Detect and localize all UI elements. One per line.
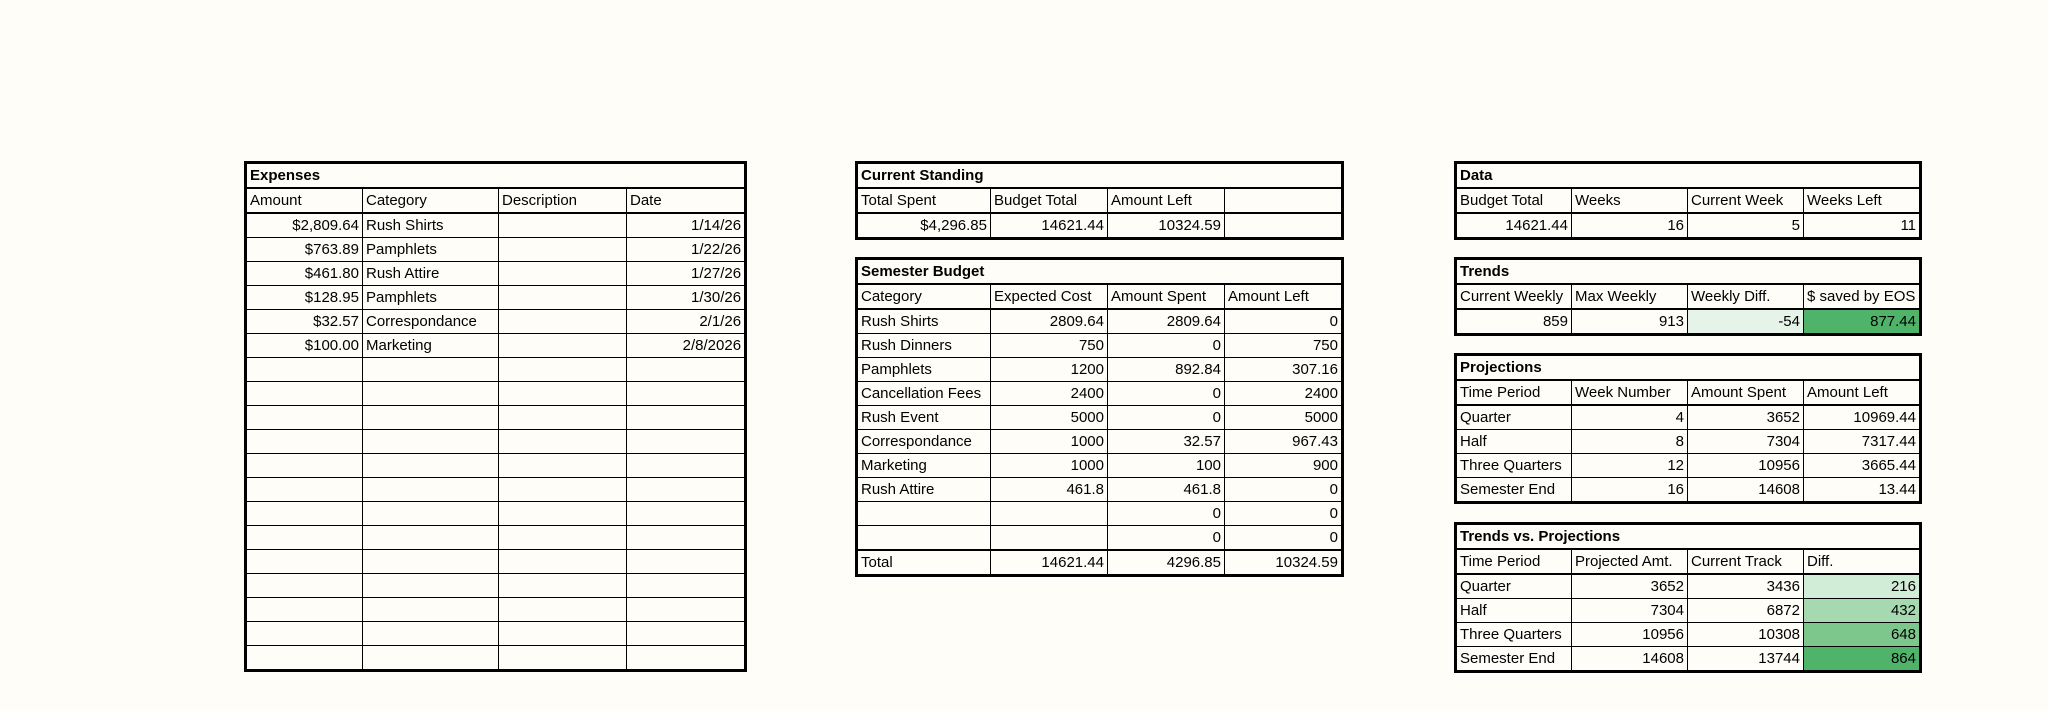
amount-left[interactable]: 0 [1225,502,1343,526]
total-amount-left[interactable]: 10324.59 [1225,550,1343,576]
empty-cell[interactable] [499,478,627,502]
empty-cell[interactable] [627,454,746,478]
empty-cell[interactable] [363,574,499,598]
header-max-weekly[interactable]: Max Weekly [1572,284,1688,309]
budget-category[interactable]: Rush Attire [857,478,991,502]
expense-amount[interactable]: $128.95 [246,286,363,310]
expense-amount[interactable]: $100.00 [246,334,363,358]
empty-row [246,382,746,406]
amount-left[interactable]: 5000 [1225,406,1343,430]
current-standing-title[interactable]: Current Standing [857,163,1343,189]
empty-cell[interactable] [246,550,363,574]
empty-cell[interactable] [1225,213,1343,239]
empty-cell[interactable] [363,622,499,646]
budget-total-value[interactable]: 14621.44 [1456,213,1572,239]
empty-cell[interactable] [246,478,363,502]
empty-cell[interactable] [499,406,627,430]
total-expected-cost[interactable]: 14621.44 [991,550,1108,576]
expense-date[interactable]: 1/27/26 [627,262,746,286]
time-period[interactable]: Quarter [1456,405,1572,430]
table-row [246,310,746,334]
empty-cell[interactable] [627,502,746,526]
header-saved-by-eos[interactable]: $ saved by EOS [1804,284,1921,309]
empty-row [246,430,746,454]
header-amount-spent[interactable]: Amount Spent [1688,380,1804,405]
expected-cost[interactable]: 2400 [991,382,1108,406]
empty-cell[interactable] [627,574,746,598]
expense-date[interactable]: 2/8/2026 [627,334,746,358]
expense-date[interactable]: 2/1/26 [627,310,746,334]
header-time-period[interactable]: Time Period [1456,549,1572,574]
header-time-period[interactable]: Time Period [1456,380,1572,405]
week-number[interactable]: 12 [1572,454,1688,478]
expense-category[interactable]: Marketing [363,334,499,358]
data-table [1454,161,1922,240]
empty-cell[interactable] [246,406,363,430]
table-row [1456,213,1921,239]
empty-cell[interactable] [627,646,746,671]
budget-category[interactable]: Rush Dinners [857,334,991,358]
table-row [857,454,1343,478]
expense-description[interactable] [499,334,627,358]
header-expected-cost[interactable]: Expected Cost [991,284,1108,309]
table-row [857,213,1343,239]
expected-cost[interactable] [991,526,1108,551]
table-row [246,238,746,262]
empty-cell[interactable] [246,598,363,622]
amount-spent[interactable]: 0 [1108,334,1225,358]
week-number[interactable]: 8 [1572,430,1688,454]
trends-title[interactable]: Trends [1456,259,1921,285]
amount-spent[interactable]: 0 [1108,526,1225,551]
time-period[interactable]: Quarter [1456,574,1572,599]
empty-cell[interactable] [627,526,746,550]
header-current-weekly[interactable]: Current Weekly [1456,284,1572,309]
projected-amt[interactable]: 10956 [1572,623,1688,647]
empty-cell[interactable] [246,430,363,454]
table-row [857,430,1343,454]
amount-spent[interactable]: 2809.64 [1108,309,1225,334]
empty-cell[interactable] [499,574,627,598]
empty-cell[interactable] [246,382,363,406]
expense-date[interactable]: 1/30/26 [627,286,746,310]
expected-cost[interactable]: 750 [991,334,1108,358]
budget-category[interactable]: Rush Event [857,406,991,430]
empty-row [246,646,746,671]
header-budget-total[interactable]: Budget Total [991,188,1108,213]
total-row [857,550,1343,576]
time-period[interactable]: Semester End [1456,478,1572,503]
table-row [1456,309,1921,335]
expected-cost[interactable]: 1000 [991,454,1108,478]
table-row [1456,599,1921,623]
empty-cell[interactable] [363,382,499,406]
table-row [1456,574,1921,599]
diff-value[interactable]: 864 [1804,647,1921,672]
semester-budget-title[interactable]: Semester Budget [857,259,1343,285]
total-amount-spent[interactable]: 4296.85 [1108,550,1225,576]
expense-description[interactable] [499,213,627,238]
expense-date[interactable]: 1/14/26 [627,213,746,238]
expenses-header-description[interactable]: Description [499,188,627,213]
weeks-value[interactable]: 16 [1572,213,1688,239]
diff-value[interactable]: 432 [1804,599,1921,623]
empty-row [246,574,746,598]
current-track[interactable]: 6872 [1688,599,1804,623]
amount-left[interactable]: 0 [1225,309,1343,334]
amount-left[interactable]: 2400 [1225,382,1343,406]
empty-cell[interactable] [363,598,499,622]
current-track[interactable]: 3436 [1688,574,1804,599]
table-row [857,334,1343,358]
header-current-week[interactable]: Current Week [1688,188,1804,213]
empty-cell[interactable] [627,550,746,574]
empty-cell[interactable] [363,646,499,671]
expected-cost[interactable]: 5000 [991,406,1108,430]
trends-vs-projections-title[interactable]: Trends vs. Projections [1456,524,1921,550]
budget-category[interactable]: Correspondance [857,430,991,454]
projections-title[interactable]: Projections [1456,355,1921,381]
amount-spent[interactable]: 100 [1108,454,1225,478]
expense-description[interactable] [499,286,627,310]
trends-table [1454,257,1922,336]
projected-amt[interactable]: 7304 [1572,599,1688,623]
empty-row [246,622,746,646]
header-current-track[interactable]: Current Track [1688,549,1804,574]
empty-cell[interactable] [246,526,363,550]
current-standing-table [855,161,1344,240]
expense-category[interactable]: Rush Attire [363,262,499,286]
expected-cost[interactable]: 461.8 [991,478,1108,502]
empty-cell[interactable] [499,430,627,454]
empty-cell[interactable] [363,406,499,430]
amount-spent[interactable]: 10956 [1688,454,1804,478]
empty-cell[interactable] [363,550,499,574]
budget-category[interactable] [857,526,991,551]
current-weekly-value[interactable]: 859 [1456,309,1572,335]
empty-cell[interactable] [627,382,746,406]
empty-cell[interactable] [363,358,499,382]
amount-spent[interactable]: 0 [1108,382,1225,406]
expense-category[interactable]: Pamphlets [363,286,499,310]
expected-cost[interactable] [991,502,1108,526]
header-amount-left[interactable]: Amount Left [1804,380,1921,405]
expense-description[interactable] [499,262,627,286]
time-period[interactable]: Three Quarters [1456,623,1572,647]
table-row [857,502,1343,526]
empty-cell[interactable] [363,526,499,550]
time-period[interactable]: Semester End [1456,647,1572,672]
empty-cell[interactable] [246,454,363,478]
amount-left[interactable]: 13.44 [1804,478,1921,503]
empty-row [246,358,746,382]
header-empty[interactable] [1225,188,1343,213]
header-amount-spent[interactable]: Amount Spent [1108,284,1225,309]
table-row [857,358,1343,382]
amount-spent[interactable]: 892.84 [1108,358,1225,382]
amount-spent[interactable]: 14608 [1688,478,1804,503]
diff-value[interactable]: 216 [1804,574,1921,599]
amount-left[interactable]: 0 [1225,526,1343,551]
table-row [246,262,746,286]
empty-cell[interactable] [627,622,746,646]
empty-cell[interactable] [246,622,363,646]
budget-category[interactable] [857,502,991,526]
table-row [246,334,746,358]
empty-cell[interactable] [363,502,499,526]
amount-spent[interactable]: 0 [1108,502,1225,526]
amount-left[interactable]: 0 [1225,478,1343,502]
total-label[interactable]: Total [857,550,991,576]
expense-category[interactable]: Rush Shirts [363,213,499,238]
empty-cell[interactable] [246,646,363,671]
header-diff[interactable]: Diff. [1804,549,1921,574]
expense-amount[interactable]: $461.80 [246,262,363,286]
empty-cell[interactable] [627,478,746,502]
expense-amount[interactable]: $2,809.64 [246,213,363,238]
max-weekly-value[interactable]: 913 [1572,309,1688,335]
amount-left[interactable]: 7317.44 [1804,430,1921,454]
expense-amount[interactable]: $763.89 [246,238,363,262]
expenses-header-amount[interactable]: Amount [246,188,363,213]
header-amount-left[interactable]: Amount Left [1225,284,1343,309]
empty-row [246,502,746,526]
trends-vs-projections-table [1454,522,1922,673]
empty-row [246,454,746,478]
expenses-title[interactable]: Expenses [246,163,746,189]
expected-cost[interactable]: 1000 [991,430,1108,454]
amount-spent[interactable]: 7304 [1688,430,1804,454]
table-row [857,406,1343,430]
amount-left[interactable]: 10969.44 [1804,405,1921,430]
projected-amt[interactable]: 3652 [1572,574,1688,599]
expenses-table [244,161,747,672]
empty-cell[interactable] [499,526,627,550]
semester-budget-table [855,257,1344,577]
table-row [857,526,1343,551]
time-period[interactable]: Half [1456,430,1572,454]
table-row [857,309,1343,334]
expense-category[interactable]: Pamphlets [363,238,499,262]
amount-left[interactable]: 750 [1225,334,1343,358]
empty-row [246,526,746,550]
empty-row [246,406,746,430]
empty-cell[interactable] [499,358,627,382]
table-row [857,478,1343,502]
empty-cell[interactable] [627,598,746,622]
amount-left[interactable]: 900 [1225,454,1343,478]
header-weeks[interactable]: Weeks [1572,188,1688,213]
total-spent-value[interactable]: $4,296.85 [857,213,991,239]
header-amount-left[interactable]: Amount Left [1108,188,1225,213]
empty-cell[interactable] [246,502,363,526]
empty-row [246,550,746,574]
weeks-left-value[interactable]: 11 [1804,213,1921,239]
empty-row [246,598,746,622]
header-weekly-diff[interactable]: Weekly Diff. [1688,284,1804,309]
table-row [246,213,746,238]
table-row [1456,623,1921,647]
header-category[interactable]: Category [857,284,991,309]
empty-cell[interactable] [499,502,627,526]
expense-amount[interactable]: $32.57 [246,310,363,334]
empty-cell[interactable] [627,358,746,382]
empty-cell[interactable] [627,406,746,430]
header-projected-amt[interactable]: Projected Amt. [1572,549,1688,574]
empty-cell[interactable] [246,574,363,598]
empty-cell[interactable] [363,430,499,454]
table-row [857,382,1343,406]
amount-left-value[interactable]: 10324.59 [1108,213,1225,239]
diff-value[interactable]: 648 [1804,623,1921,647]
weekly-diff-value[interactable]: -54 [1688,309,1804,335]
time-period[interactable]: Half [1456,599,1572,623]
table-row [1456,430,1921,454]
empty-cell[interactable] [499,646,627,671]
amount-spent[interactable]: 32.57 [1108,430,1225,454]
header-total-spent[interactable]: Total Spent [857,188,991,213]
empty-cell[interactable] [627,430,746,454]
empty-row [246,478,746,502]
projected-amt[interactable]: 14608 [1572,647,1688,672]
time-period[interactable]: Three Quarters [1456,454,1572,478]
table-row [1456,478,1921,503]
table-row [1456,454,1921,478]
budget-category[interactable]: Cancellation Fees [857,382,991,406]
table-row [1456,647,1921,672]
table-row [246,286,746,310]
empty-cell[interactable] [499,622,627,646]
week-number[interactable]: 4 [1572,405,1688,430]
budget-category[interactable]: Pamphlets [857,358,991,382]
header-week-number[interactable]: Week Number [1572,380,1688,405]
empty-cell[interactable] [499,550,627,574]
empty-cell[interactable] [499,598,627,622]
empty-cell[interactable] [363,454,499,478]
header-budget-total[interactable]: Budget Total [1456,188,1572,213]
budget-category[interactable]: Marketing [857,454,991,478]
amount-spent[interactable]: 3652 [1688,405,1804,430]
empty-cell[interactable] [499,382,627,406]
amount-spent[interactable]: 461.8 [1108,478,1225,502]
amount-spent[interactable]: 0 [1108,406,1225,430]
current-track[interactable]: 13744 [1688,647,1804,672]
current-track[interactable]: 10308 [1688,623,1804,647]
expected-cost[interactable]: 1200 [991,358,1108,382]
week-number[interactable]: 16 [1572,478,1688,503]
saved-by-eos-value[interactable]: 877.44 [1804,309,1921,335]
expense-date[interactable]: 1/22/26 [627,238,746,262]
budget-total-value[interactable]: 14621.44 [991,213,1108,239]
budget-category[interactable]: Rush Shirts [857,309,991,334]
amount-left[interactable]: 307.16 [1225,358,1343,382]
empty-cell[interactable] [499,454,627,478]
expenses-header-date[interactable]: Date [627,188,746,213]
amount-left[interactable]: 3665.44 [1804,454,1921,478]
expense-description[interactable] [499,310,627,334]
projections-table [1454,353,1922,504]
data-title[interactable]: Data [1456,163,1921,189]
amount-left[interactable]: 967.43 [1225,430,1343,454]
expected-cost[interactable]: 2809.64 [991,309,1108,334]
expenses-header-category[interactable]: Category [363,188,499,213]
header-weeks-left[interactable]: Weeks Left [1804,188,1921,213]
current-week-value[interactable]: 5 [1688,213,1804,239]
expense-category[interactable]: Correspondance [363,310,499,334]
empty-cell[interactable] [246,358,363,382]
expense-description[interactable] [499,238,627,262]
table-row [1456,405,1921,430]
empty-cell[interactable] [363,478,499,502]
